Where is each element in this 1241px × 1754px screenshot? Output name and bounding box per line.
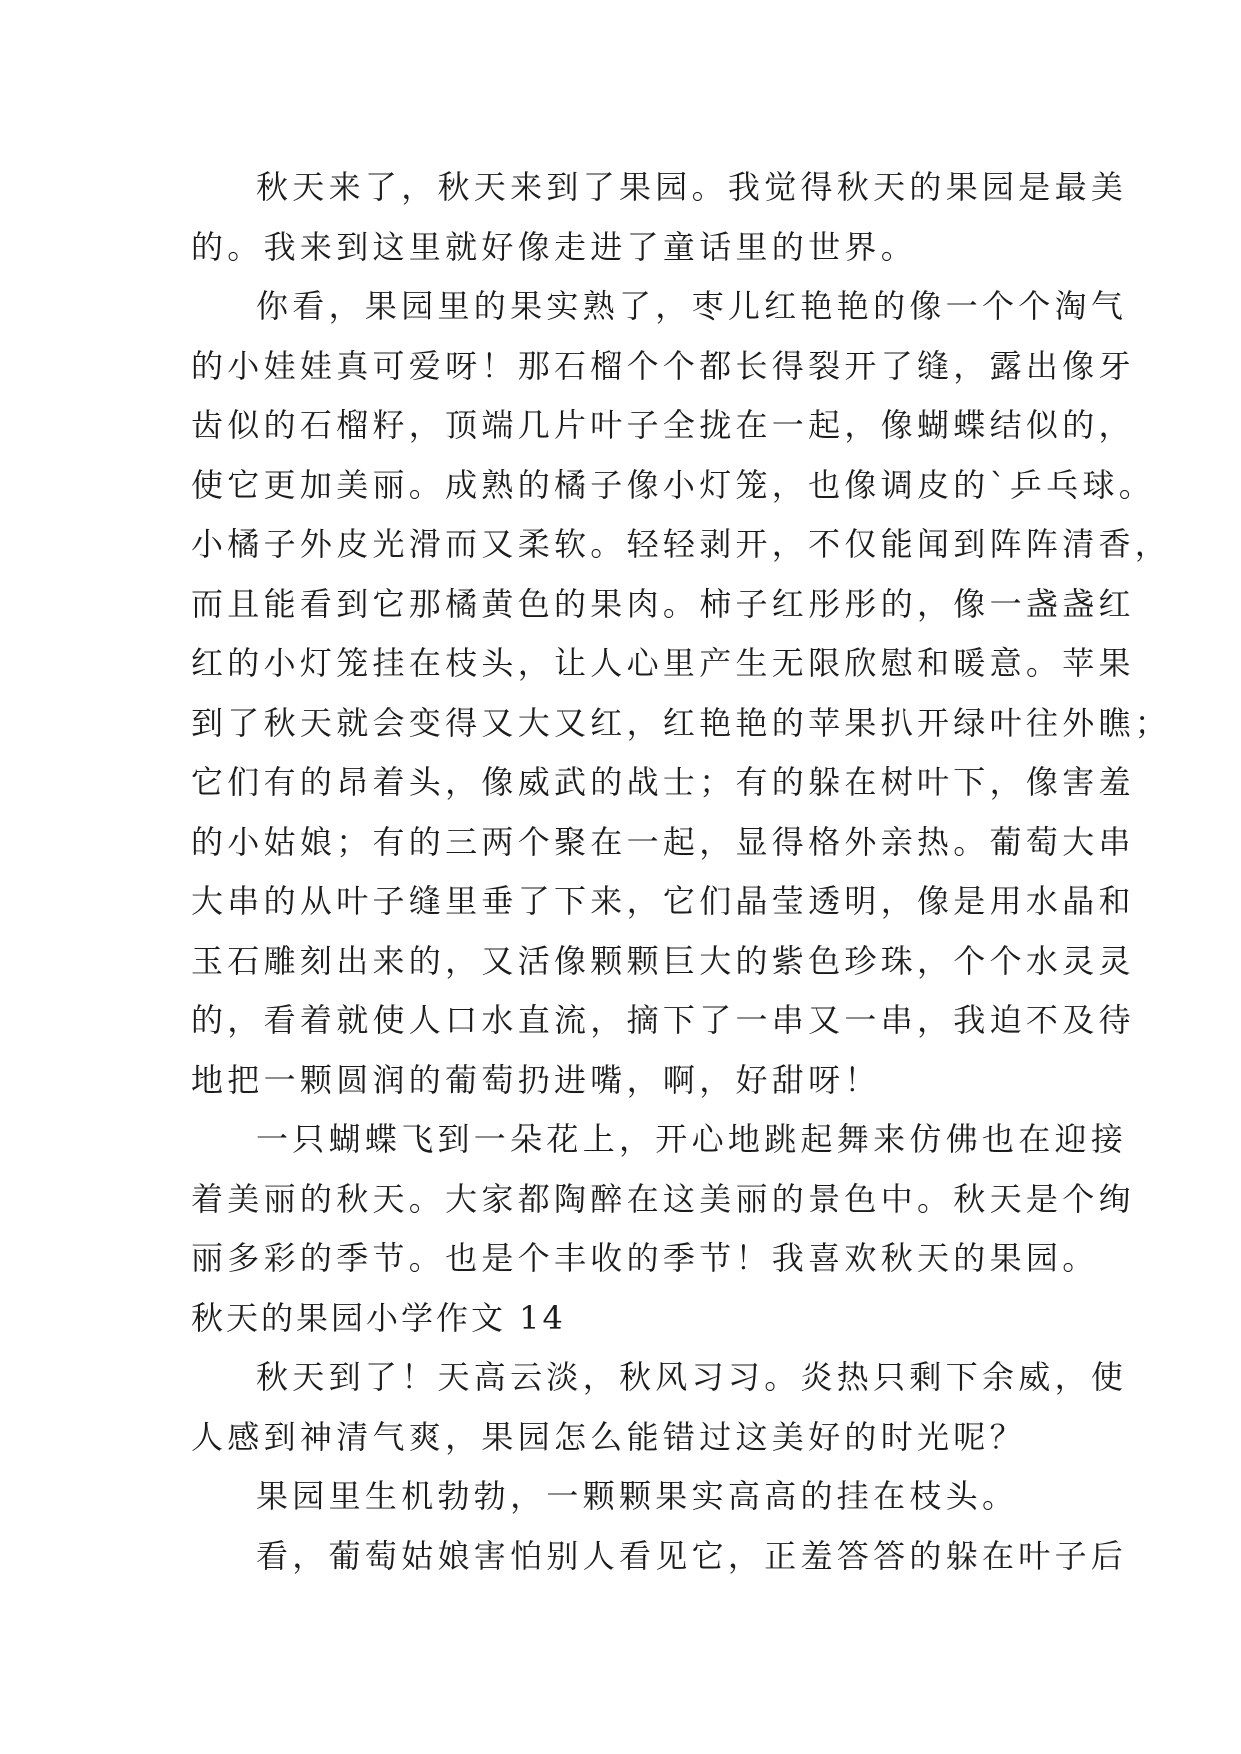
text-line: 齿似的石榴籽，顶端几片叶子全拢在一起，像蝴蝶结似的， [191,406,1135,444]
text-line: 你看，果园里的果实熟了，枣儿红艳艳的像一个个淘气 [256,287,1128,325]
text-line: 而且能看到它那橘黄色的果肉。柿子红彤彤的，像一盏盏红 [191,584,1135,623]
text-line: 丽多彩的季节。也是个丰收的季节！我喜欢秋天的果园。 [191,1239,1099,1277]
essay-title: 秋天的果园小学作文 14 [191,1298,566,1337]
text-line: 地把一颗圆润的葡萄扔进嘴，啊，好甜呀！ [191,1060,881,1099]
essay-body [191,158,1172,1586]
text-line: 的。我来到这里就好像走进了童话里的世界。 [191,227,918,266]
text-line: 大串的从叶子缝里垂了下来，它们晶莹透明，像是用水晶和 [191,882,1135,920]
text-line: 的小娃娃真可爱呀！那石榴个个都长得裂开了缝，露出像牙 [191,346,1135,385]
text-line: 秋天到了！天高云淡，秋风习习。炎热只剩下余威，使 [256,1358,1128,1396]
text-line: 的小姑娘；有的三两个聚在一起，显得格外亲热。葡萄大串 [191,822,1135,861]
text-line: 秋天来了，秋天来到了果园。我觉得秋天的果园是最美 [256,168,1128,206]
text-line: 看，葡萄姑娘害怕别人看见它，正羞答答的躲在叶子后 [256,1536,1128,1575]
text-line: 小橘子外皮光滑而又柔软。轻轻剥开，不仅能闻到阵阵清香， [191,525,1172,563]
text-line: 着美丽的秋天。大家都陶醉在这美丽的景色中。秋天是个绚 [191,1179,1135,1218]
text-line: 一只蝴蝶飞到一朵花上，开心地跳起舞来仿佛也在迎接 [256,1120,1128,1158]
text-line: 的，看着就使人口水直流，摘下了一串又一串，我迫不及待 [191,1001,1135,1039]
text-line: 使它更加美丽。成熟的橘子像小灯笼，也像调皮的`乒乓球。 [191,465,1156,504]
text-line: 果园里生机勃勃，一颗颗果实高高的挂在枝头。 [256,1477,1019,1515]
text-line: 它们有的昂着头，像威武的战士；有的躲在树叶下，像害羞 [191,763,1135,801]
text-line: 红的小灯笼挂在枝头，让人心里产生无限欣慰和暖意。苹果 [191,644,1135,682]
text-line: 玉石雕刻出来的，又活像颗颗巨大的紫色珍珠，个个水灵灵 [191,941,1135,980]
text-line: 到了秋天就会变得又大又红，红艳艳的苹果扒开绿叶往外瞧； [191,703,1172,742]
text-line: 人感到神清气爽，果园怎么能错过这美好的时光呢？ [191,1417,1026,1456]
